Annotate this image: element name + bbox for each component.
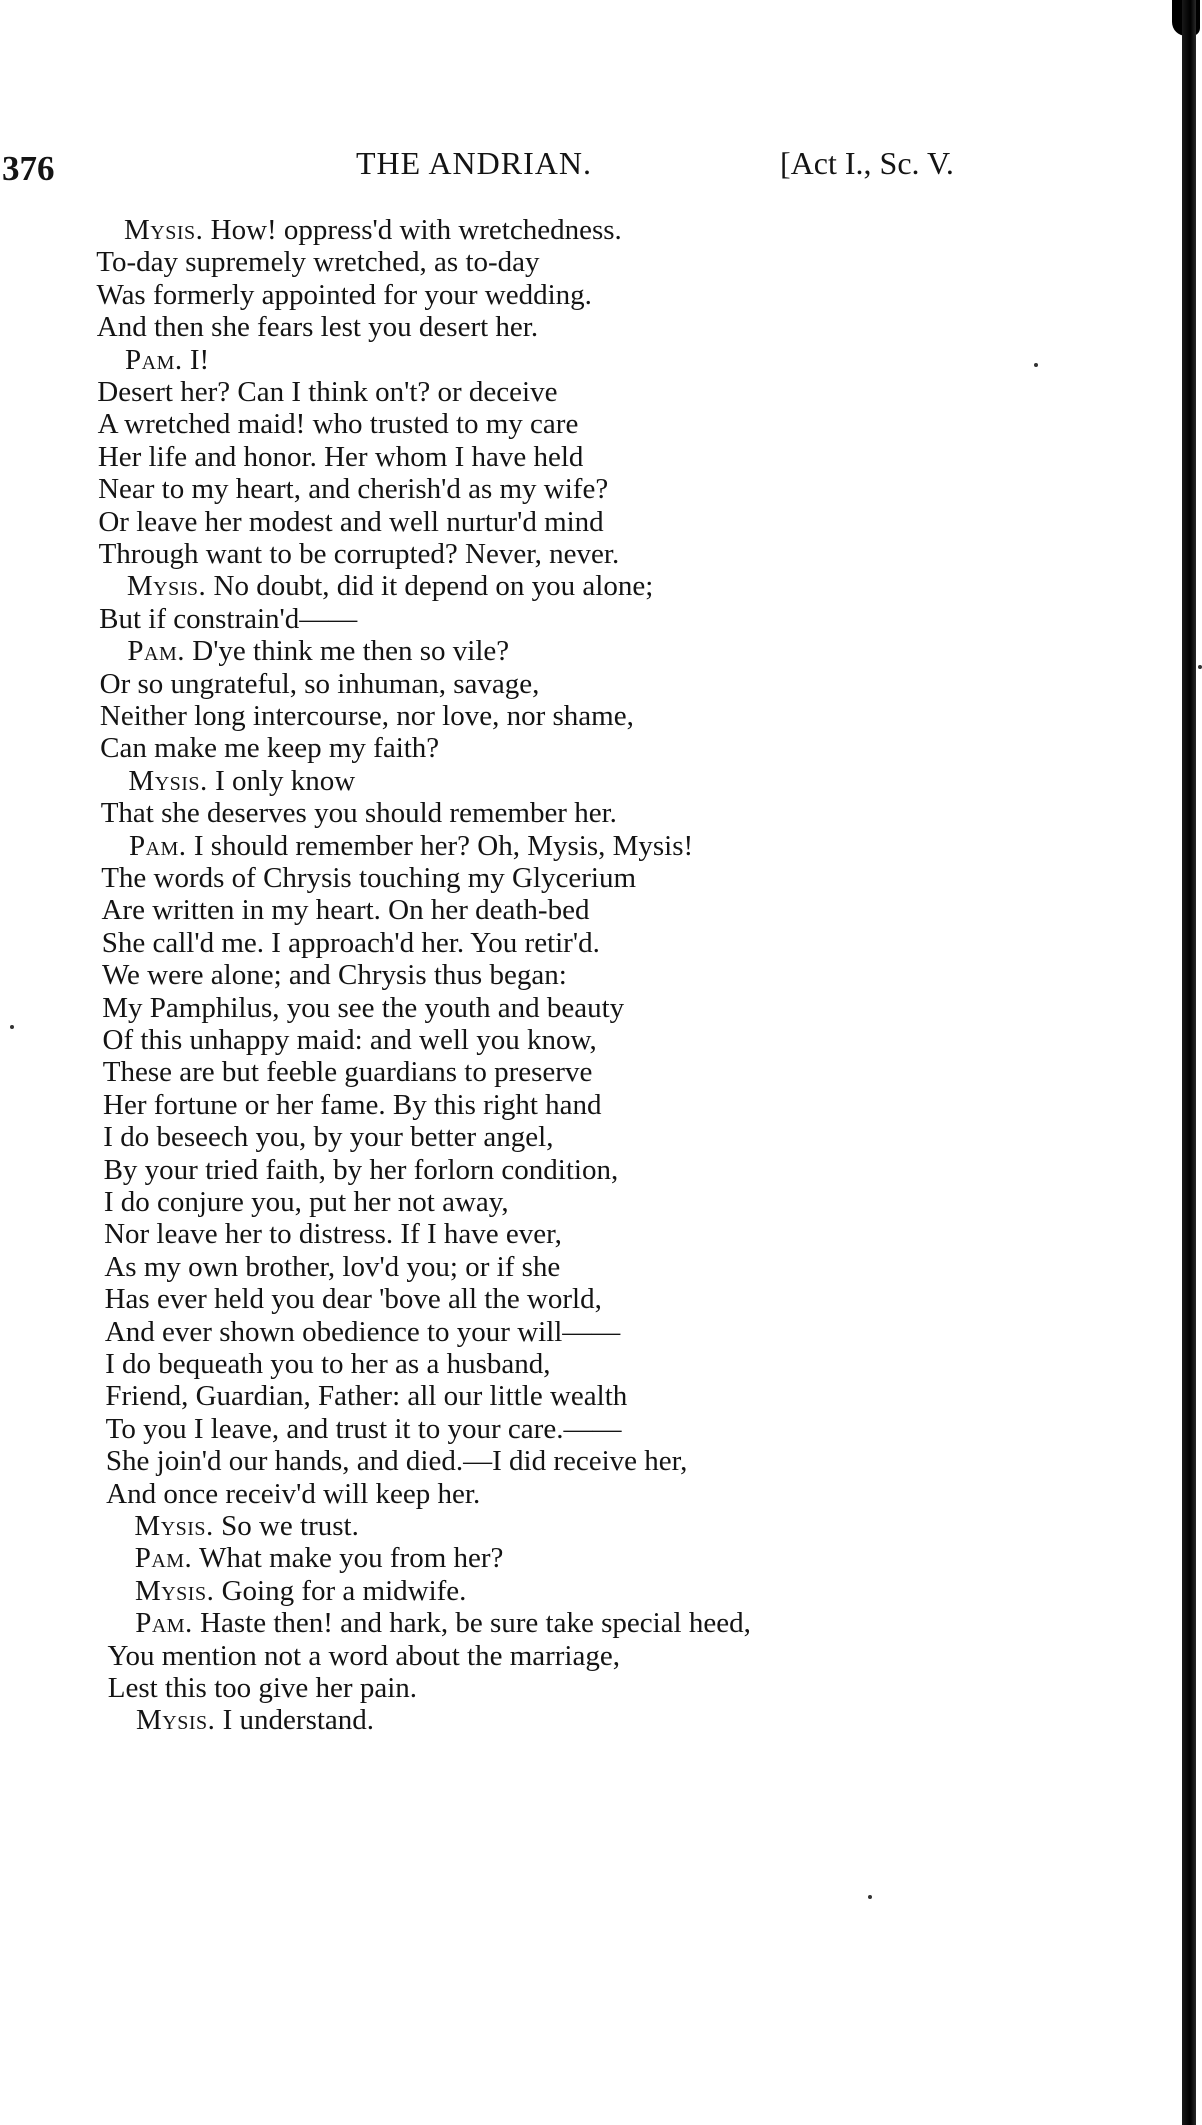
verse-line <box>97 376 557 408</box>
line-text: I do conjure you, put her not away, <box>103 1186 509 1218</box>
verse-line <box>104 1218 562 1250</box>
page-header <box>0 138 1202 188</box>
verse-line <box>127 570 653 602</box>
line-text: As my own brother, lov'd you; or if she <box>104 1250 561 1283</box>
line-text: She call'd me. I approach'd her. You retir'd. <box>101 926 600 959</box>
verse-line <box>129 830 693 862</box>
line-text: Nor leave her to distress. If I have ever, <box>104 1218 562 1251</box>
verse-line <box>98 473 608 505</box>
line-text: That she deserves you should remember her. <box>100 797 617 830</box>
line-text: I! <box>182 343 210 376</box>
line-text: D'ye think me then so vile? <box>185 635 510 668</box>
line-text: Or so ungrateful, so inhuman, savage, <box>99 667 540 700</box>
line-text: The words of Chrysis touching my Glycerium <box>101 862 637 894</box>
verse-line <box>105 1283 602 1315</box>
line-text: I should remember her? Oh, Mysis, Mysis! <box>186 829 694 862</box>
verse-line <box>99 603 357 635</box>
verse-line <box>98 408 579 440</box>
verse-line <box>104 1251 560 1283</box>
verse-line <box>135 1542 504 1574</box>
verse-line <box>102 927 600 959</box>
line-text: Can make me keep my faith? <box>100 732 440 765</box>
line-text: By your tried faith, by her forlorn condition, <box>103 1153 619 1186</box>
line-text: What make you from her? <box>192 1542 504 1575</box>
print-speck <box>868 1895 872 1899</box>
line-text: Through want to be corrupted? Never, never. <box>98 538 620 570</box>
line-text: And then she fears lest you desert her. <box>96 311 539 344</box>
line-text: To you I leave, and trust it to your care.—— <box>105 1412 622 1445</box>
line-text: I do beseech you, by your better angel, <box>103 1121 554 1154</box>
line-text: We were alone; and Chrysis thus began: <box>102 959 567 992</box>
line-text: No doubt, did it depend on you alone; <box>206 570 654 603</box>
line-text: Going for a midwife. <box>214 1574 467 1607</box>
verse-line <box>105 1316 620 1348</box>
line-text: Her life and honor. Her whom I have held <box>97 440 584 473</box>
verse-line <box>125 344 209 376</box>
line-text: She join'd our hands, and died.—I did receive her, <box>105 1445 688 1478</box>
line-text: Her fortune or her fame. By this right hand <box>103 1088 602 1121</box>
verse-line <box>127 635 509 667</box>
page-binding-edge <box>1168 0 1202 2125</box>
verse-line <box>134 1510 358 1542</box>
verse-line <box>105 1380 627 1412</box>
line-text: Lest this too give her pain. <box>107 1672 418 1704</box>
line-text: I only know <box>207 764 356 797</box>
line-text: Was formerly appointed for your wedding. <box>96 278 592 311</box>
line-text: Or leave her modest and well nurtur'd mind <box>98 505 604 538</box>
verse-line <box>101 797 617 829</box>
verse-line <box>102 992 624 1024</box>
verse-line <box>100 700 634 732</box>
verse-line <box>106 1445 688 1477</box>
verse-line <box>98 506 603 538</box>
line-text: A wretched maid! who trusted to my care <box>97 408 579 441</box>
verse-line <box>100 668 540 700</box>
line-text: To-day supremely wretched, as to-day <box>96 246 540 279</box>
page-number: 376 <box>2 149 55 188</box>
verse-line <box>108 1672 417 1704</box>
running-title: THE ANDRIAN. <box>356 145 592 181</box>
line-text: And once receiv'd will keep her. <box>106 1477 481 1510</box>
verse-line <box>99 538 620 570</box>
verse-line <box>101 862 636 894</box>
print-speck <box>10 1025 14 1029</box>
verse-line <box>98 441 584 473</box>
speaker-name: Mysis. <box>126 570 207 603</box>
line-text: Friend, Guardian, Father: all our little wealth <box>105 1380 628 1413</box>
line-text: How! oppress'd with wretchedness. <box>203 214 622 246</box>
line-text: Of this unhappy maid: and well you know, <box>102 1024 597 1056</box>
verse-line <box>103 1056 593 1088</box>
line-text: Has ever held you dear 'bove all the world, <box>104 1283 602 1316</box>
line-text: Are written in my heart. On her death-bed <box>101 894 590 927</box>
speaker-name: Pam. <box>134 1542 193 1575</box>
print-speck <box>1034 363 1038 367</box>
verse-line <box>97 311 538 343</box>
verse-line <box>135 1575 466 1607</box>
line-text: Near to my heart, and cherish'd as my wife? <box>98 473 609 506</box>
line-text: These are but feeble guardians to preserve <box>102 1056 593 1089</box>
verse-line <box>103 1089 602 1121</box>
verse-line <box>106 1413 622 1445</box>
verse-line <box>124 214 622 246</box>
line-text: Desert her? Can I think on't? or deceive <box>97 376 558 408</box>
binding-shadow <box>1182 0 1196 2125</box>
speaker-name: Mysis. <box>136 1704 216 1737</box>
line-text: My Pamphilus, you see the youth and beauty <box>102 991 625 1024</box>
line-text: You mention not a word about the marriage, <box>107 1639 620 1672</box>
verse-line <box>135 1607 751 1639</box>
verse-line <box>103 1121 553 1153</box>
verse-line <box>105 1348 550 1380</box>
line-text: I understand. <box>215 1704 375 1737</box>
verse-line <box>97 279 592 311</box>
print-speck <box>1198 665 1202 669</box>
verse-line <box>103 1024 597 1056</box>
act-scene-heading: [Act I., Sc. V. <box>780 145 954 181</box>
verse-line <box>100 732 439 764</box>
verse-line <box>102 959 567 991</box>
line-text: Neither long intercourse, nor love, nor shame, <box>99 700 634 732</box>
verse-line <box>106 1478 480 1510</box>
line-text: And ever shown obedience to your will—— <box>104 1315 621 1348</box>
speaker-name: Pam. <box>127 635 185 668</box>
verse-line <box>136 1704 374 1736</box>
line-text: Haste then! and hark, be sure take special heed, <box>192 1607 751 1640</box>
verse-line <box>101 894 589 926</box>
verse-line <box>107 1640 620 1672</box>
speaker-name: Mysis. <box>134 1510 214 1542</box>
verse-line <box>104 1186 509 1218</box>
line-text: So we trust. <box>213 1510 359 1542</box>
speaker-name: Mysis. <box>134 1574 215 1607</box>
speaker-name: Pam. <box>128 829 187 862</box>
line-text: I do bequeath you to her as a husband, <box>105 1348 551 1380</box>
line-text: But if constrain'd—— <box>99 602 358 635</box>
speaker-name: Mysis. <box>128 764 208 797</box>
verse-line <box>96 246 539 278</box>
speaker-name: Pam. <box>125 343 183 376</box>
verse-line <box>104 1154 619 1186</box>
verse-line <box>128 765 355 797</box>
speaker-name: Mysis. <box>124 214 204 246</box>
speaker-name: Pam. <box>135 1607 193 1640</box>
